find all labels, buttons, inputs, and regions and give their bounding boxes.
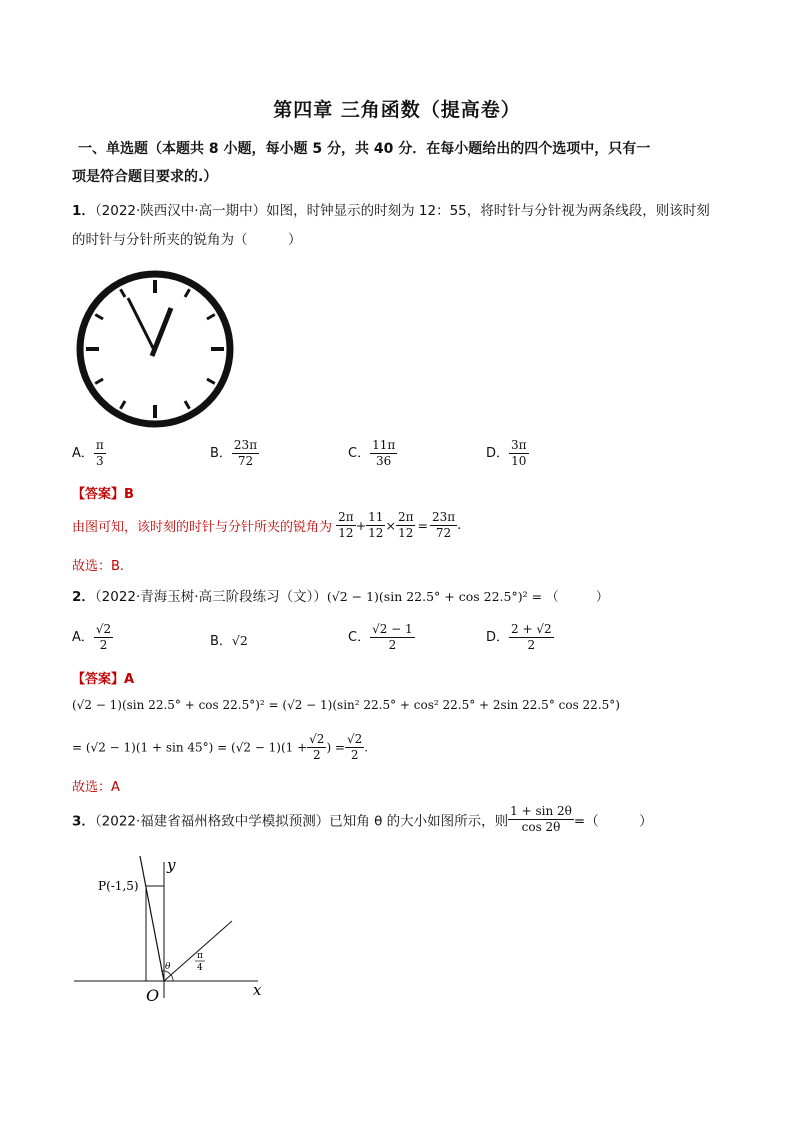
- y-axis-label: y: [167, 856, 176, 874]
- point-p-label: P(-1,5): [98, 879, 139, 893]
- q2-option-a[interactable]: A． $\frac{√2}{2}$: [72, 622, 112, 652]
- pi4-arc: [171, 975, 173, 981]
- question-1-line1: [72, 199, 710, 219]
- option-b[interactable]: B． $\frac{23\pi}{72}$: [210, 438, 258, 468]
- ray-op: [140, 856, 164, 981]
- angle-den-label: 4: [197, 963, 203, 973]
- option-c[interactable]: C． $\frac{11\pi}{36}$: [348, 438, 396, 468]
- option-a[interactable]: A． $\frac{\pi}{3}$: [72, 438, 104, 468]
- question-2-expression: (√2 − 1)(sin 22.5° + cos 22.5°)² = （ ）: [326, 589, 609, 604]
- question-2-line: [72, 585, 609, 605]
- theta-label: θ: [165, 962, 171, 972]
- q2-option-b[interactable]: B．√2: [210, 633, 248, 649]
- question-1-number: 1．: [72, 203, 95, 219]
- section-heading-line2: 项是符合题目要求的.）: [72, 169, 218, 185]
- option-a-fraction: $\frac{\pi}{3}$: [95, 438, 104, 468]
- explain-frac-2: $\frac{11}{12}$: [368, 510, 384, 540]
- question-3-text: （2022·福建省福州格致中学模拟预测）已知角 θ 的大小如图所示，则: [94, 813, 509, 830]
- solution-2-step2: = (√2 − 1)(1 + sin 45°) = (√2 − 1)(1 + $\frac{√2}{2}$ ) = $\frac{√2}{2}$ .: [72, 732, 369, 762]
- question-3-line: 3．（2022·福建省福州格致中学模拟预测）已知角 θ 的大小如图所示，则 $\frac{1 + \sin 2\theta}{\cos 2\theta}$ =（ ）: [72, 804, 653, 834]
- question-2-source: （2022·青海玉树·高三阶段练习（文））: [94, 589, 327, 605]
- solution-2-step1: (√2 − 1)(sin 22.5° + cos 22.5°)² = (√2 − 1)(sin² 22.5° + cos² 22.5° + 2sin 22.5° cos 22.5°): [72, 698, 620, 712]
- question-1-text: （2022·陕西汉中·高一期中）如图，时钟显示的时刻为 12：55，将时针与分针视为两条线段，则该时刻: [94, 203, 710, 219]
- choose-2: 故选：A: [72, 780, 120, 795]
- option-c-fraction: $\frac{11\pi}{36}$: [372, 438, 396, 468]
- question-3-number: 3．: [72, 813, 95, 830]
- question-2-number: 2．: [72, 589, 95, 605]
- option-d[interactable]: D． $\frac{3\pi}{10}$: [486, 438, 527, 468]
- explanation-1: 由图可知，该时刻的时针与分针所夹的锐角为 $\frac{2\pi}{12}$ + $\frac{11}{12}$ × $\frac{2\pi}{12}$ = $\frac{23\pi}{72}$ .: [72, 510, 462, 540]
- question-3-fraction: $\frac{1 + \sin 2\theta}{\cos 2\theta}$: [510, 804, 572, 834]
- q2-option-c[interactable]: C． $\frac{√2 - 1}{2}$: [348, 622, 413, 652]
- x-axis-label: x: [253, 981, 262, 999]
- answer-tag-2: 【答案】A: [72, 672, 135, 687]
- explain-frac-1: $\frac{2\pi}{12}$: [338, 510, 354, 540]
- q2-option-d[interactable]: D． $\frac{2 + √2}{2}$: [486, 622, 552, 652]
- option-d-fraction: $\frac{3\pi}{10}$: [511, 438, 527, 468]
- answer-tag-1: 【答案】B: [72, 487, 134, 502]
- option-b-fraction: $\frac{23\pi}{72}$: [233, 438, 258, 468]
- clock-figure: [74, 268, 236, 430]
- section-heading-line1: 一、单选题（本题共 8 小题，每小题 5 分，共 40 分．在每小题给出的四个选项中，只有一: [78, 141, 651, 157]
- explain-frac-4: $\frac{23\pi}{72}$: [431, 510, 456, 540]
- origin-label: O: [146, 986, 160, 1004]
- choose-1: 故选：B.: [72, 559, 125, 574]
- question-1-line2: 的时针与分针所夹的锐角为（ ）: [72, 232, 302, 248]
- page-title: 第四章 三角函数（提高卷）: [273, 99, 521, 121]
- angle-num-label: π: [197, 951, 203, 961]
- angle-figure: [70, 852, 280, 1004]
- explain-frac-3: $\frac{2\pi}{12}$: [397, 510, 414, 540]
